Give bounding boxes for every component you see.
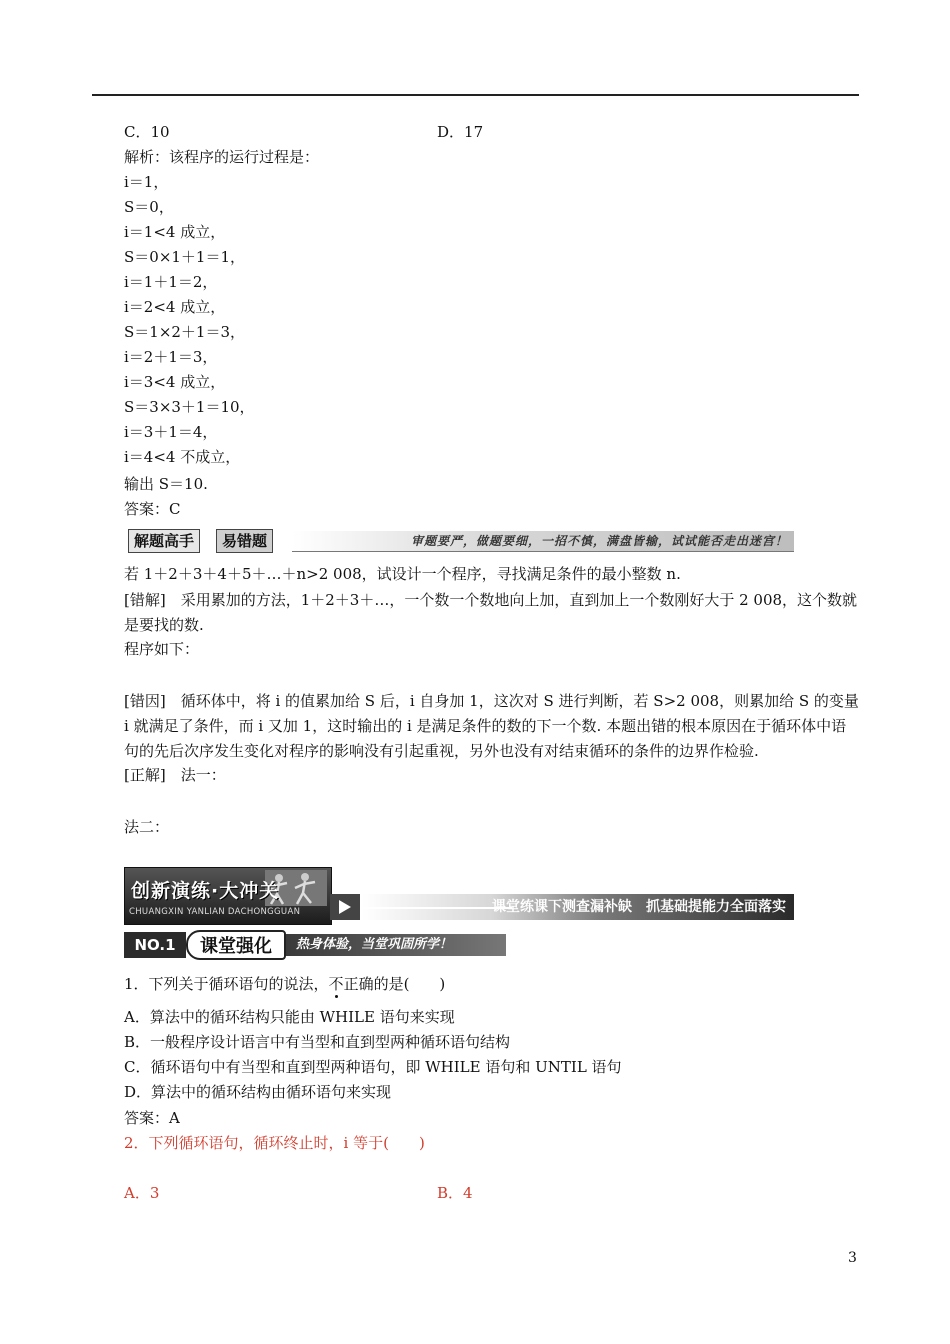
- program-label: 程序如下：: [124, 640, 200, 658]
- banner-subtitle: CHUANGXIN YANLIAN DACHONGGUAN: [129, 907, 301, 917]
- analysis-step: i＝3<4 成立，: [124, 373, 226, 391]
- problem-statement: 若 1＋2＋3＋4＋5＋…＋n>2 008，试设计一个程序，寻找满足条件的最小整数 n.: [124, 565, 681, 583]
- banner-slogan: 热身体验，当堂巩固所学！: [296, 937, 453, 952]
- play-icon: [330, 894, 360, 920]
- analysis-output: 输出 S＝10.: [124, 475, 208, 493]
- page-number: 3: [848, 1250, 857, 1266]
- analysis-step: i＝1，: [124, 173, 169, 191]
- analysis-step: S＝0，: [124, 198, 174, 216]
- analysis-step: S＝3×3＋1＝10，: [124, 398, 255, 416]
- analysis-step: S＝0×1＋1＝1，: [124, 248, 246, 266]
- banner-slogan: 审题要严，做题要细，一招不慎，满盘皆输，试试能否走出迷宫！: [410, 534, 788, 548]
- error-reason: [错因] 循环体中，将 i 的值累加给 S 后，i 自身加 1，这次对 S 进行判断，若 S>2 008，则累加给 S 的变量 i 就满足了条件，而 i 又加 1，这时输出的 i 是满足条件的数的下一个数. 本题出错的根本原因在于循环体中语句的先后次序发生变化对程序的影响没有引起重视，另外也没有对结束循环的条件的边界作检验.: [124, 692, 859, 760]
- question-2-option-a: A．3: [124, 1184, 160, 1202]
- analysis-answer: 答案：C: [124, 500, 181, 518]
- header-rule: [92, 94, 859, 96]
- wrong-solution: [错解] 采用累加的方法，1＋2＋3＋…，一个数一个数地向上加，直到加上一个数刚好大于 2 008，这个数就是要找的数.: [124, 591, 858, 634]
- error-problem: [124, 562, 861, 587]
- analysis-heading: 解析：该程序的运行过程是：: [124, 148, 320, 166]
- banner-slogan: 课堂练课下测查漏补缺 抓基础提能力全面落实: [492, 899, 786, 915]
- analysis-step: i＝2＋1＝3，: [124, 348, 218, 366]
- analysis-step: S＝1×2＋1＝3，: [124, 323, 246, 341]
- analysis-step: i＝1＋1＝2，: [124, 273, 218, 291]
- question-1-answer: 答案：A: [124, 1109, 180, 1127]
- option-c: C．10: [124, 123, 170, 141]
- banner-tag-error: 易错题: [216, 529, 273, 553]
- question-1-option-a: A．算法中的循环结构只能由 WHILE 语句来实现: [124, 1008, 455, 1026]
- banner-line: [362, 907, 512, 909]
- analysis-step: i＝3＋1＝4，: [124, 423, 218, 441]
- banner-practice: [124, 867, 794, 923]
- banner-strip: [286, 934, 506, 956]
- question-1-option-b: B．一般程序设计语言中有当型和直到型两种循环语句结构: [124, 1033, 511, 1051]
- analysis-step: i＝2<4 成立，: [124, 298, 226, 316]
- error-reason-block: [124, 689, 861, 764]
- banner-tag-master: 解题高手: [128, 529, 200, 553]
- banner-class-reinforce: [124, 930, 506, 960]
- section-title: 课堂强化: [186, 930, 286, 960]
- wrong-solution-block: [124, 588, 861, 638]
- analysis-step: i＝4<4 不成立，: [124, 448, 241, 466]
- option-d: D．17: [437, 123, 484, 141]
- question-2-option-b: B．4: [437, 1184, 473, 1202]
- question-1-stem: [124, 973, 445, 995]
- method-two: 法二：: [124, 818, 170, 836]
- banner-title: 创新演练·大冲关: [131, 880, 280, 902]
- correct-solution: [正解] 法一：: [124, 766, 226, 784]
- question-1-option-c: C．循环语句中有当型和直到型两种语句，即 WHILE 语句和 UNTIL 语句: [124, 1058, 622, 1076]
- banner-title-box: [124, 867, 332, 925]
- section-number: NO.1: [124, 932, 186, 958]
- stem-part: 1．下列关于循环语句的说法，: [124, 975, 329, 993]
- stem-emphasis: 不: [328, 975, 344, 993]
- stem-part: 正确的是( ): [343, 975, 446, 993]
- question-2-stem: 2．下列循环语句，循环终止时，i 等于( ): [124, 1134, 425, 1152]
- question-1-option-d: D．算法中的循环结构由循环语句来实现: [124, 1083, 392, 1101]
- banner-error-prone: [124, 529, 794, 553]
- analysis-step: i＝1<4 成立，: [124, 223, 226, 241]
